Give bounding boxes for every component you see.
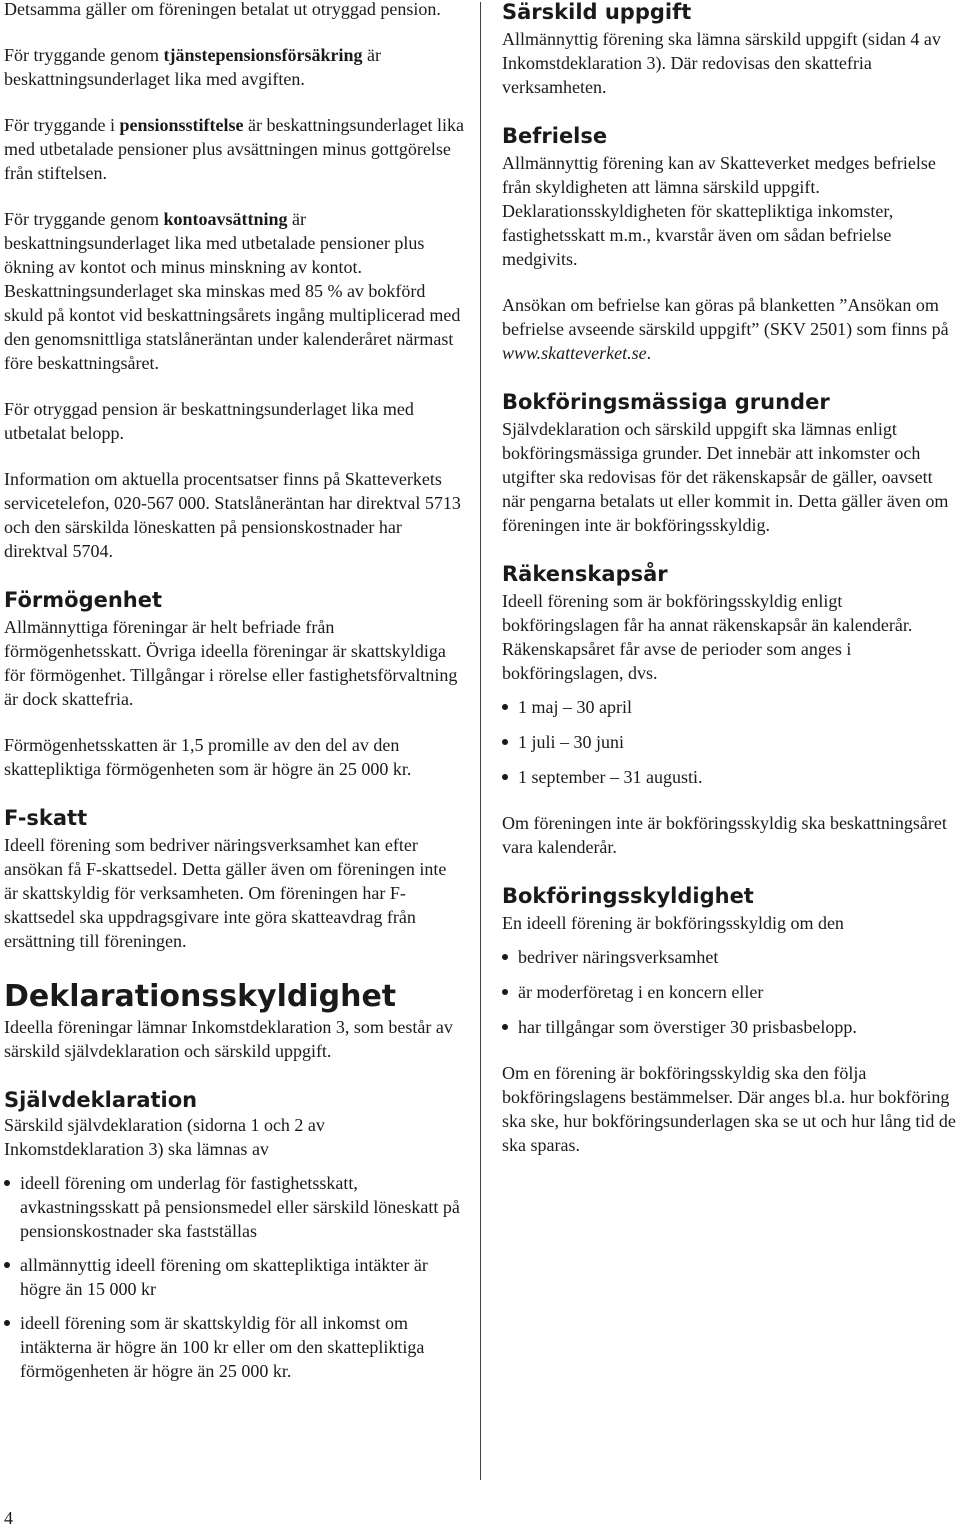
- paragraph: Allmännyttig förening kan av Skatteverket medges befrielse från skyldigheten att lämna särskild uppgift. Deklarationsskyldigheten för skattepliktiga inkomster, fastighetsskatt m.m., kvarstår även om sådan befrielse medgivits.: [502, 153, 936, 269]
- paragraph-text: Ansökan om befrielse kan göras på blanketten ”Ansökan om befrielse avseende särskild uppgift” (SKV 2501) som finns på: [502, 295, 949, 339]
- section-heading-deklarationsskyldighet: Deklarationsskyldighet: [4, 979, 397, 1014]
- right-column: [502, 0, 956, 1157]
- paragraph: Allmännyttig förening ska lämna särskild uppgift (sidan 4 av Inkomstdeklaration 3). Där redovisas den skattefria verksamheten.: [502, 29, 941, 97]
- section-heading-sjalvdeklaration: Självdeklaration: [4, 1088, 198, 1112]
- section-heading-bokforingsskyldighet: Bokföringsskyldighet: [502, 884, 754, 908]
- bullet-list: [502, 945, 956, 1039]
- bullet-icon: [4, 1320, 10, 1326]
- paragraph-text: För tryggande genom: [4, 45, 164, 65]
- bullet-icon: [502, 704, 508, 710]
- list-item: [502, 730, 956, 754]
- list-item-text: 1 juli – 30 juni: [518, 732, 625, 752]
- paragraph: [4, 113, 464, 185]
- list-item: [4, 1171, 464, 1243]
- paragraph: Ideella föreningar lämnar Inkomstdeklaration 3, som består av särskild självdeklaration och särskild uppgift.: [4, 1017, 453, 1061]
- section-heading-bokforingsmassiga-grunder: Bokföringsmässiga grunder: [502, 390, 830, 414]
- paragraph: Information om aktuella procentsatser finns på Skatteverkets servicetelefon, 020-567 000. Statslåneräntan har direktval 5713 och den särskilda löneskatten på pensionskostnader har direktval 5704.: [4, 469, 461, 561]
- bold-term: tjänstepensionsförsäkring: [163, 45, 363, 65]
- list-item-text: allmännyttig ideell förening om skattepliktiga intäkter är högre än 15 000 kr: [20, 1255, 428, 1299]
- list-item: [502, 1015, 956, 1039]
- paragraph: [4, 43, 464, 91]
- paragraph: Om en förening är bokföringsskyldig ska den följa bokföringslagens bestämmelser. Där anges bl.a. hur bokföring ska ske, hur bokföringsunderlagen ska se ut och hur lång tid de ska sparas.: [502, 1063, 956, 1155]
- paragraph: Särskild självdeklaration (sidorna 1 och 2 av Inkomstdeklaration 3) ska lämnas av: [4, 1115, 325, 1159]
- paragraph: En ideell förening är bokföringsskyldig om den: [502, 913, 844, 933]
- website-link-text: www.skatteverket.se: [502, 343, 647, 363]
- list-item-text: 1 september – 31 augusti.: [518, 767, 703, 787]
- bold-term: kontoavsättning: [163, 209, 288, 229]
- column-divider: [480, 2, 481, 1480]
- list-item: [502, 945, 956, 969]
- bullet-icon: [502, 989, 508, 995]
- bullet-icon: [502, 739, 508, 745]
- paragraph: [502, 293, 956, 365]
- bold-term: pensionsstiftelse: [119, 115, 244, 135]
- bullet-icon: [502, 774, 508, 780]
- section-heading-befrielse: Befrielse: [502, 124, 608, 148]
- paragraph: Om föreningen inte är bokföringsskyldig ska beskattningsåret vara kalenderår.: [502, 813, 947, 857]
- list-item-text: har tillgångar som överstiger 30 prisbasbelopp.: [518, 1017, 857, 1037]
- paragraph: Ideell förening som är bokföringsskyldig enligt bokföringslagen får ha annat räkenskapsår än kalenderår. Räkenskapsåret får avse de perioder som anges i bokföringslagen, dvs.: [502, 591, 913, 683]
- bullet-icon: [502, 1024, 508, 1030]
- paragraph: Detsamma gäller om föreningen betalat ut otryggad pension.: [4, 0, 441, 19]
- section-heading-formogenhet: Förmögenhet: [4, 588, 163, 612]
- paragraph-text: För tryggande genom: [4, 209, 164, 229]
- section-heading-fskatt: F-skatt: [4, 806, 88, 830]
- paragraph-text: .: [646, 343, 652, 363]
- paragraph-text: är beskattningsunderlaget lika med utbetalade pensioner plus avsättningen minus gottgörelse från stiftelsen.: [4, 115, 464, 183]
- bullet-list: [502, 695, 956, 789]
- list-item: [502, 695, 956, 719]
- section-heading-sarskild-uppgift: Särskild uppgift: [502, 0, 692, 24]
- paragraph: Självdeklaration och särskild uppgift ska lämnas enligt bokföringsmässiga grunder. Det innebär att inkomster och utgifter ska redovisas för det räkenskapsår de gäller, oavsett när pengarna betalats ut eller kommit in. Detta gäller även om föreningen inte är bokföringsskyldig.: [502, 419, 949, 535]
- list-item: [502, 980, 956, 1004]
- left-column: [4, 0, 464, 1383]
- list-item: [4, 1311, 464, 1383]
- bullet-list: [4, 1171, 464, 1383]
- paragraph-text: är beskattningsunderlaget lika med avgiften.: [4, 45, 381, 89]
- list-item: [502, 765, 956, 789]
- list-item-text: 1 maj – 30 april: [518, 697, 632, 717]
- bullet-icon: [4, 1180, 10, 1186]
- list-item-text: ideell förening om underlag för fastighetsskatt, avkastningsskatt på pensionsmedel eller särskild löneskatt på pensionskostnader ska fastställas: [20, 1173, 460, 1241]
- bullet-icon: [4, 1262, 10, 1268]
- list-item-text: ideell förening som är skattskyldig för all inkomst om intäkterna är högre än 100 kr eller om den skattepliktiga förmögenheten är högre än 25 000 kr.: [20, 1313, 425, 1381]
- paragraph: Ideell förening som bedriver näringsverksamhet kan efter ansökan få F-skattsedel. Detta gäller även om föreningen inte är skattskyldig för verksamheten. Om föreningen har F-skattsedel ska uppdragsgivare inte göra skatteavdrag från ersättning till föreningen.: [4, 835, 447, 951]
- paragraph: Förmögenhetsskatten är 1,5 promille av den del av den skattepliktiga förmögenheten som är högre än 25 000 kr.: [4, 735, 412, 779]
- paragraph: [4, 207, 464, 375]
- section-heading-rakenskapsar: Räkenskapsår: [502, 562, 668, 586]
- list-item-text: är moderföretag i en koncern eller: [518, 982, 764, 1002]
- paragraph: Allmännyttiga föreningar är helt befriade från förmögenhetsskatt. Övriga ideella föreningar är skattskyldiga för förmögenhet. Tillgångar i rörelse eller fastighetsförvaltning är dock skattefria.: [4, 617, 458, 709]
- paragraph-text: För tryggande i: [4, 115, 120, 135]
- list-item-text: bedriver näringsverksamhet: [518, 947, 719, 967]
- page-number: 4: [4, 1508, 13, 1528]
- bullet-icon: [502, 954, 508, 960]
- paragraph-text: är beskattningsunderlaget lika med utbetalade pensioner plus ökning av kontot och minus minskning av kontot. Beskattningsunderlaget ska minskas med 85 % av bokförd skuld på kontot vid beskattningsårets ingång multiplicerad med den genomsnittliga statslåneräntan under kalenderåret närmast före beskattningsåret.: [4, 209, 461, 373]
- list-item: [4, 1253, 464, 1301]
- paragraph: För otryggad pension är beskattningsunderlaget lika med utbetalat belopp.: [4, 399, 414, 443]
